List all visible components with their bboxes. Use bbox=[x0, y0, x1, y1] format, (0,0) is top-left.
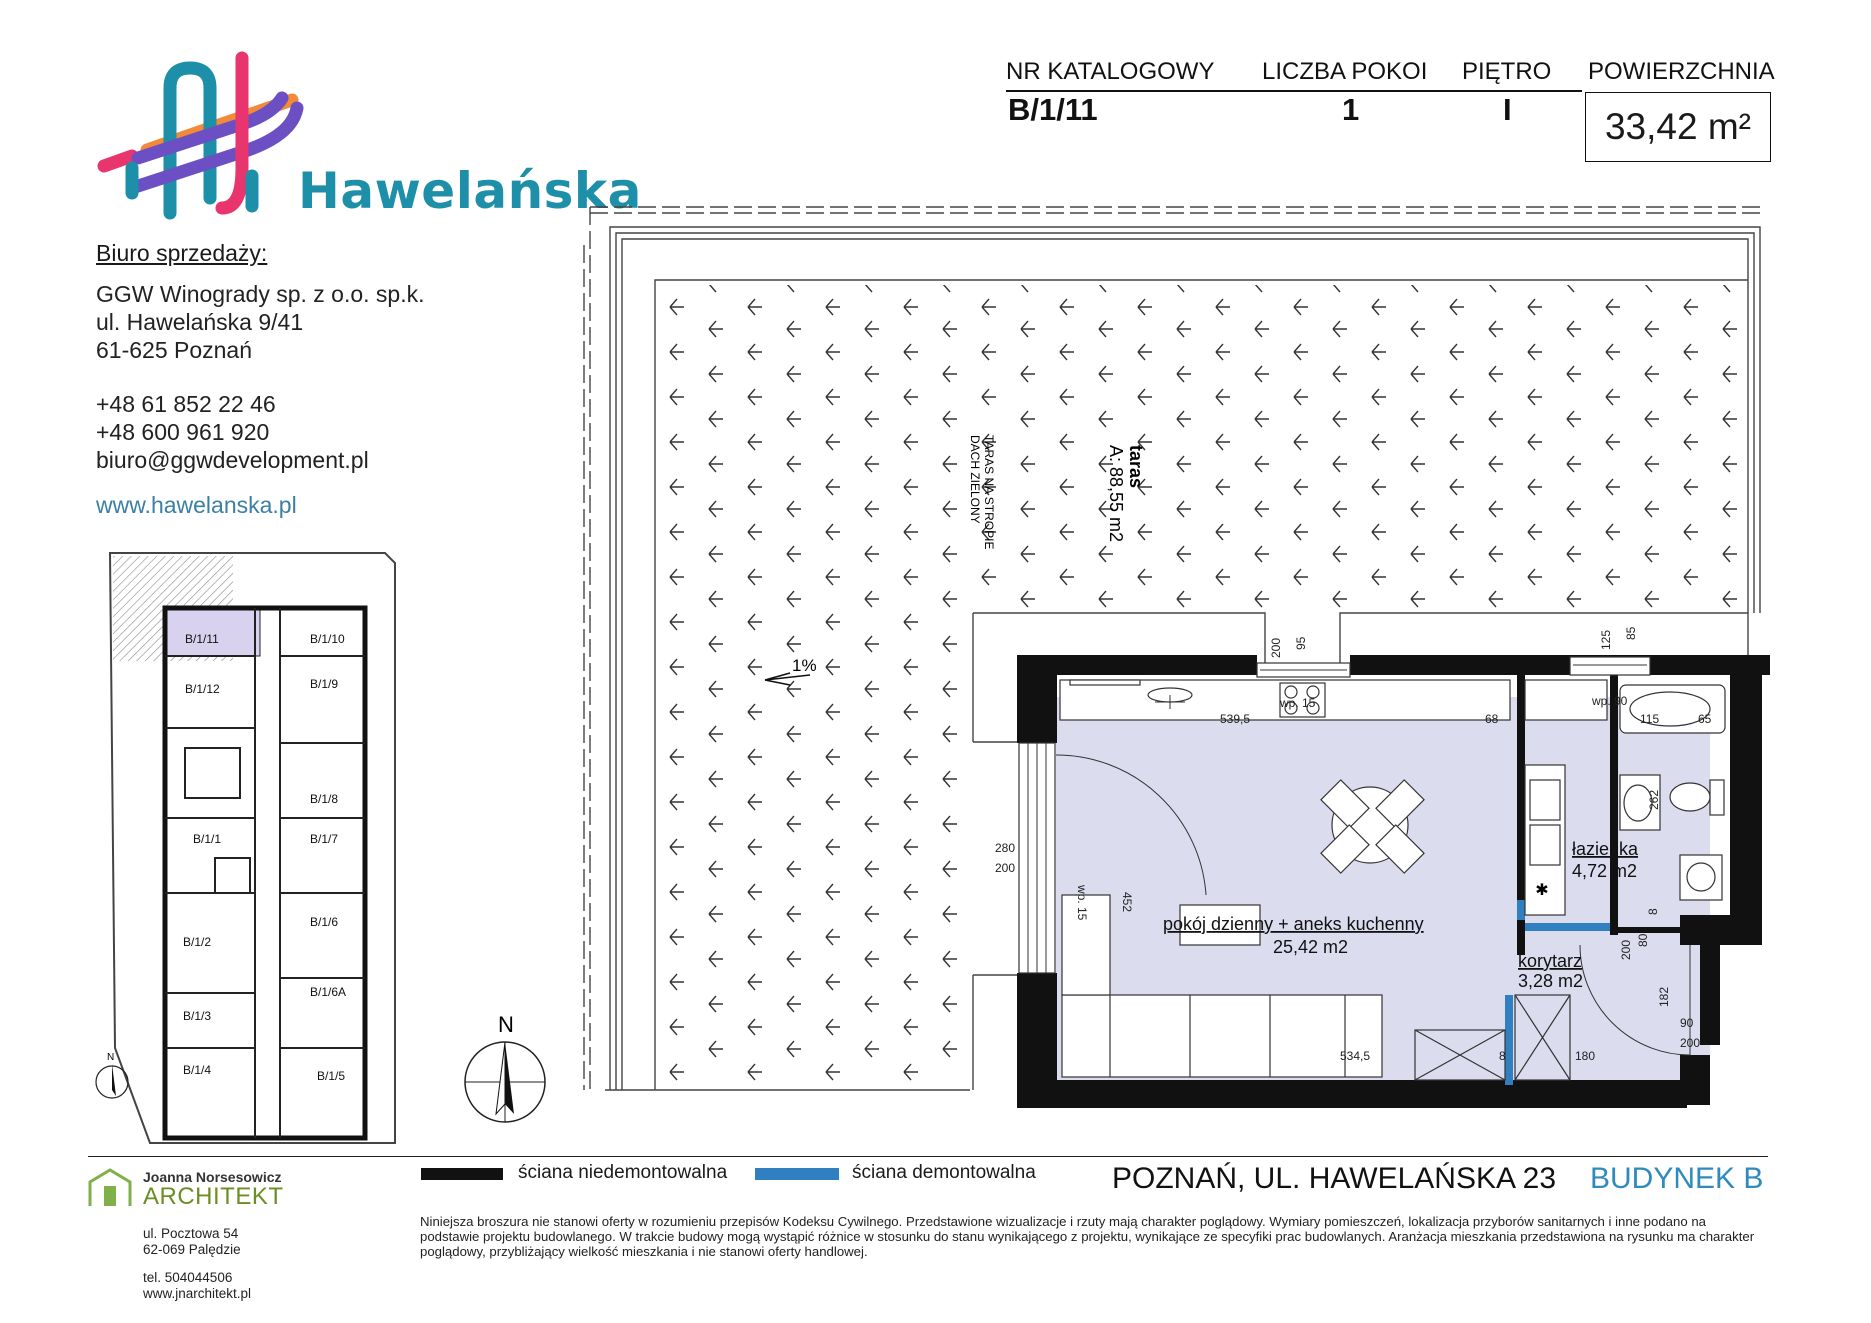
office-street: ul. Hawelańska 9/41 bbox=[96, 309, 304, 335]
dim-68: 68 bbox=[1485, 712, 1499, 726]
key-plan-north-icon bbox=[92, 1048, 132, 1104]
key-unit-b-1-12: B/1/12 bbox=[185, 682, 220, 696]
key-unit-b-1-7: B/1/7 bbox=[310, 832, 339, 846]
footer-divider bbox=[88, 1156, 1768, 1157]
living-room-name: pokój dzienny + aneks kuchenny bbox=[1163, 914, 1424, 934]
office-city: 61-625 Poznań bbox=[96, 337, 253, 363]
dim-182: 182 bbox=[1657, 986, 1671, 1007]
architect-city: 62-069 Palędzie bbox=[143, 1242, 241, 1257]
terrace-note-1: TARAS NA STROPIE bbox=[982, 435, 996, 550]
disclaimer: Niniejsza broszura nie stanowi oferty w rozumieniu przepisów Kodeksu Cywilnego. Przedstawione wizualizacje i rzuty mają charakter poglądowy. Wymiary pomieszczeń, lokalizacja przyborów sanitarnych i inne podano na podstawie projektu budowlanego. W trakcie budowy mogą wystąpić różnice w stosunku do stanu wynikającego z projektu, wynikające ze specyfiki prac budowlanych. Aranżacja mieszkania przedstawiona na rysunku ma charakter poglądowy, przybliżający wielkość mieszkania i nie stanowi oferty handlowej. bbox=[420, 1214, 1755, 1259]
dim-85: 85 bbox=[1624, 626, 1638, 640]
corridor-name: korytarz bbox=[1518, 951, 1583, 971]
dim-95: 95 bbox=[1294, 636, 1308, 650]
dim-wp15b: wp. 15 bbox=[1075, 885, 1089, 921]
key-plan bbox=[105, 548, 405, 1148]
dim-65: 65 bbox=[1698, 712, 1712, 726]
dim-8b: 8 bbox=[1499, 1049, 1506, 1063]
architect-logo-icon bbox=[88, 1168, 144, 1208]
compass-north-label: N bbox=[498, 1012, 514, 1037]
key-unit-b-1-6: B/1/6 bbox=[310, 915, 339, 929]
dim-200a: 200 bbox=[1269, 637, 1283, 658]
rooms-label: LICZBA POKOI bbox=[1262, 58, 1428, 85]
catalog-value: B/1/11 bbox=[1008, 92, 1098, 127]
dim-280: 280 bbox=[995, 841, 1016, 855]
dim-90: 90 bbox=[1680, 1016, 1694, 1030]
phone-2: +48 600 961 920 bbox=[96, 419, 270, 445]
key-plan-north-label: N bbox=[107, 1052, 115, 1063]
terrace-area: A: 88,55 m2 bbox=[1106, 445, 1126, 543]
dim-5345: 534,5 bbox=[1340, 1049, 1371, 1063]
sales-office-title: Biuro sprzedaży: bbox=[96, 240, 268, 266]
dim-200d: 200 bbox=[1680, 1036, 1701, 1050]
key-unit-b-1-1: B/1/1 bbox=[193, 832, 222, 846]
key-unit-b-1-4: B/1/4 bbox=[183, 1063, 212, 1077]
architect-name: Joanna Norsesowicz bbox=[143, 1169, 282, 1185]
dim-8a: 8 bbox=[1646, 908, 1660, 915]
address: POZNAŃ, UL. HAWELAŃSKA 23 bbox=[1112, 1162, 1557, 1195]
removable-wall-label: ściana demontowalna bbox=[852, 1162, 1036, 1183]
bathroom-name: łazienka bbox=[1572, 839, 1639, 859]
living-room-area: 25,42 m2 bbox=[1273, 937, 1349, 957]
key-unit-b-1-2: B/1/2 bbox=[183, 935, 212, 949]
north-compass-icon bbox=[462, 1010, 548, 1125]
architect-title: ARCHITEKT bbox=[143, 1183, 284, 1210]
corridor-area: 3,28 m2 bbox=[1518, 971, 1584, 991]
phone-1: +48 61 852 22 46 bbox=[96, 391, 276, 417]
dim-125: 125 bbox=[1599, 629, 1613, 650]
website-link[interactable]: www.hawelanska.pl bbox=[96, 492, 297, 518]
building-label: BUDYNEK B bbox=[1590, 1162, 1764, 1195]
dim-452: 452 bbox=[1120, 892, 1134, 913]
dim-wp90: wp. 90 bbox=[1592, 694, 1628, 708]
architect-website[interactable]: www.jnarchitekt.pl bbox=[143, 1286, 252, 1301]
floor-label: PIĘTRO bbox=[1462, 58, 1552, 85]
dim-262: 262 bbox=[1647, 789, 1661, 810]
area-value: 33,42 m² bbox=[1585, 92, 1771, 162]
floor-plan bbox=[580, 195, 1775, 1120]
email-link[interactable]: biuro@ggwdevelopment.pl bbox=[96, 447, 369, 473]
dim-wp15a: wp. 15 bbox=[1280, 696, 1316, 710]
dim-200b: 200 bbox=[995, 861, 1016, 875]
architect-street: ul. Pocztowa 54 bbox=[143, 1226, 239, 1241]
removable-wall-swatch bbox=[755, 1168, 839, 1180]
terrace-note-2: DACH ZIELONY bbox=[968, 435, 982, 524]
dim-115: 115 bbox=[1640, 712, 1660, 726]
area-label: POWIERZCHNIA bbox=[1588, 58, 1775, 85]
slope-label: 1% bbox=[792, 656, 817, 675]
dim-5395: 539,5 bbox=[1220, 712, 1251, 726]
key-unit-b-1-5: B/1/5 bbox=[317, 1069, 346, 1083]
terrace-label: taras bbox=[1126, 445, 1146, 489]
key-unit-b-1-8: B/1/8 bbox=[310, 792, 339, 806]
permanent-wall-swatch bbox=[421, 1168, 503, 1180]
key-unit-b-1-9: B/1/9 bbox=[310, 677, 339, 691]
bathroom-area: 4,72 m2 bbox=[1572, 861, 1638, 881]
key-unit-b-1-11: B/1/11 bbox=[185, 632, 219, 646]
rooms-value: 1 bbox=[1342, 92, 1360, 127]
dim-180: 180 bbox=[1575, 1049, 1596, 1063]
architect-phone: tel. 504044506 bbox=[143, 1270, 233, 1285]
catalog-label: NR KATALOGOWY bbox=[1006, 58, 1215, 85]
svg-text:✱: ✱ bbox=[1535, 880, 1549, 899]
dim-80: 80 bbox=[1636, 933, 1650, 947]
key-unit-b-1-6a: B/1/6A bbox=[310, 985, 347, 999]
hawelanska-logo-mark bbox=[92, 48, 312, 233]
permanent-wall-label: ściana niedemontowalna bbox=[518, 1162, 728, 1183]
company-name: GGW Winogrady sp. z o.o. sp.k. bbox=[96, 281, 425, 307]
floor-value: I bbox=[1503, 92, 1512, 127]
key-unit-b-1-3: B/1/3 bbox=[183, 1009, 212, 1023]
dim-200c: 200 bbox=[1619, 939, 1633, 960]
key-unit-b-1-10: B/1/10 bbox=[310, 632, 345, 646]
brand-name: Hawelańska bbox=[298, 162, 642, 220]
